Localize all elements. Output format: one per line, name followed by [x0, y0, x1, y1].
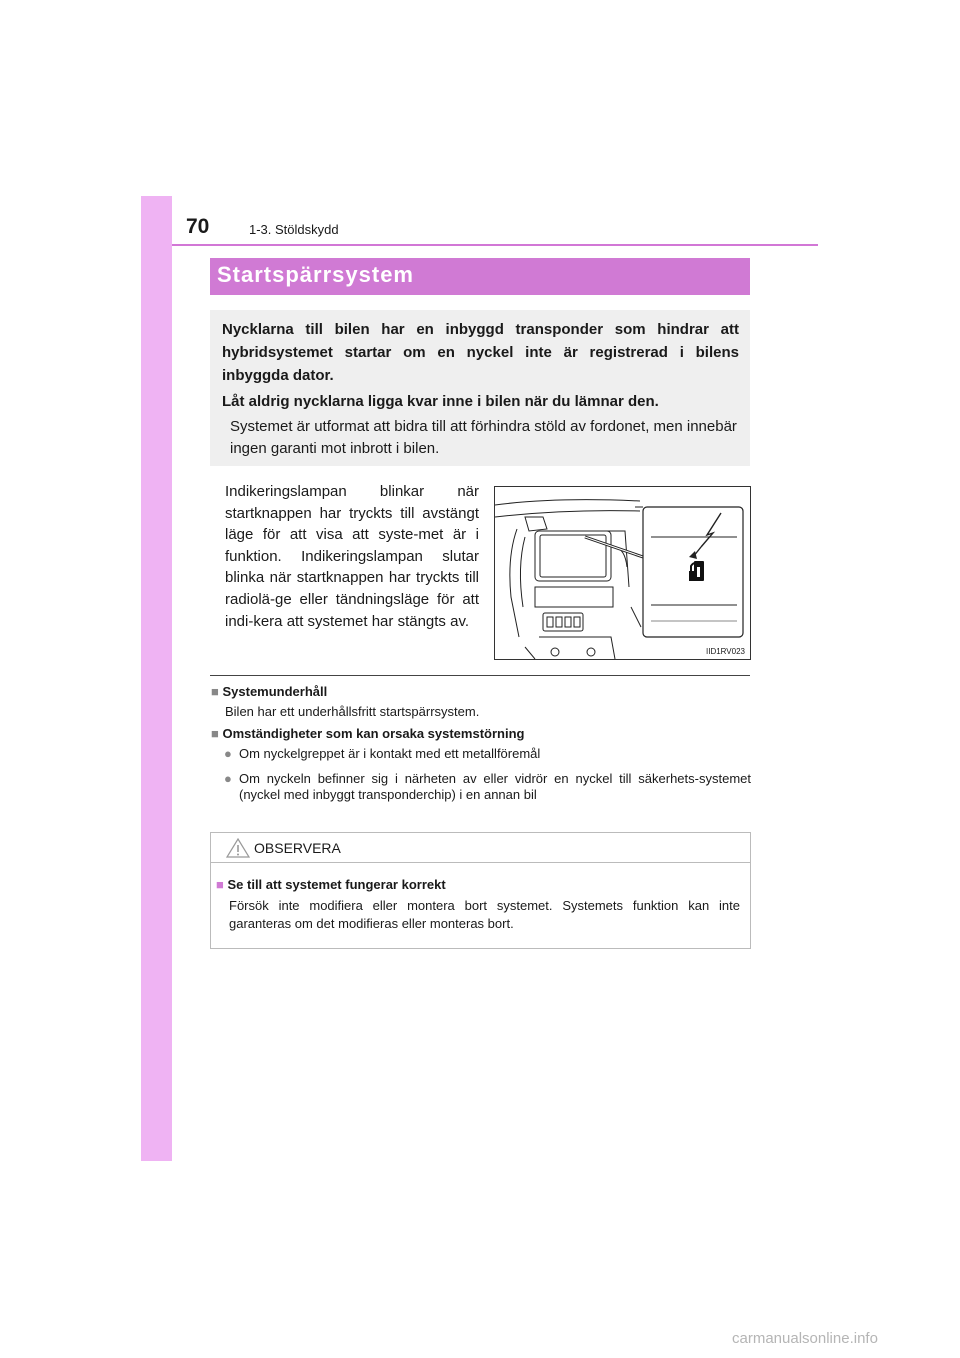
- intro-box: [210, 310, 750, 466]
- dashboard-illustration: [494, 486, 751, 660]
- bullet-text: Om nyckeln befinner sig i närheten av eller vidrör en nyckel till säkerhets-systemet (nyckel med inbyggt transponderchip) i en annan bil: [239, 771, 751, 802]
- square-bullet-icon: ■: [211, 726, 219, 741]
- chapter-title: 1-3. Stöldskydd: [249, 222, 339, 237]
- maintenance-text: Bilen har ett underhållsfritt startspärrsystem.: [225, 704, 480, 719]
- square-bullet-icon: ■: [211, 684, 219, 699]
- malfunction-title: Omständigheter som kan orsaka systemstörning: [222, 726, 525, 741]
- list-item: [224, 771, 751, 805]
- side-tab: [141, 196, 172, 1161]
- notice-title: Se till att systemet fungerar korrekt: [227, 877, 446, 892]
- notice-text: Försök inte modifiera eller montera bort systemet. Systemets funktion kan inte garanteras om det modifieras eller monteras bort.: [229, 898, 740, 931]
- malfunction-heading: [211, 726, 524, 741]
- watermark: carmanualsonline.info: [732, 1330, 878, 1347]
- maintenance-heading: [211, 684, 327, 699]
- header-rule: [172, 244, 818, 246]
- round-bullet-icon: ●: [224, 771, 232, 786]
- notice-box: [210, 832, 751, 949]
- warning-triangle-icon: [226, 838, 250, 858]
- dashboard-drawing: [495, 487, 750, 659]
- section-divider: [210, 675, 750, 676]
- notice-label: OBSERVERA: [254, 840, 341, 856]
- intro-warning-text: Låt aldrig nycklarna ligga kvar inne i bilen när du lämnar den.: [222, 393, 659, 410]
- section-title-bar: [210, 258, 750, 295]
- notice-heading: [216, 877, 446, 892]
- intro-normal-text: Systemet är utformat att bidra till att förhindra stöld av fordonet, men innebär ingen garanti mot inbrott i bilen.: [230, 418, 737, 457]
- indicator-description: Indikeringslampan blinkar när startknappen har tryckts till avstängt läge för att visa att syste-met är i funktion. Indikeringslampan slutar blinka när startknappen har tryckts till radiolä-ge eller tändningsläge för att indi-kera att systemet har stängts av.: [225, 483, 479, 630]
- maintenance-title: Systemunderhåll: [222, 684, 328, 699]
- section-title: Startspärrsystem: [217, 262, 414, 287]
- bullet-text: Om nyckelgreppet är i kontakt med ett metallföremål: [239, 746, 541, 761]
- notice-header: [211, 833, 750, 863]
- round-bullet-icon: ●: [224, 746, 232, 761]
- page-number: 70: [186, 215, 210, 238]
- intro-bold-text: Nycklarna till bilen har en inbyggd transponder som hindrar att hybridsystemet startar om en nyckel inte är registrerad i bilens inbyggda dator.: [222, 321, 739, 384]
- square-bullet-icon: ■: [216, 877, 224, 892]
- list-item: [224, 746, 751, 764]
- illustration-code: IID1RV023: [706, 647, 745, 656]
